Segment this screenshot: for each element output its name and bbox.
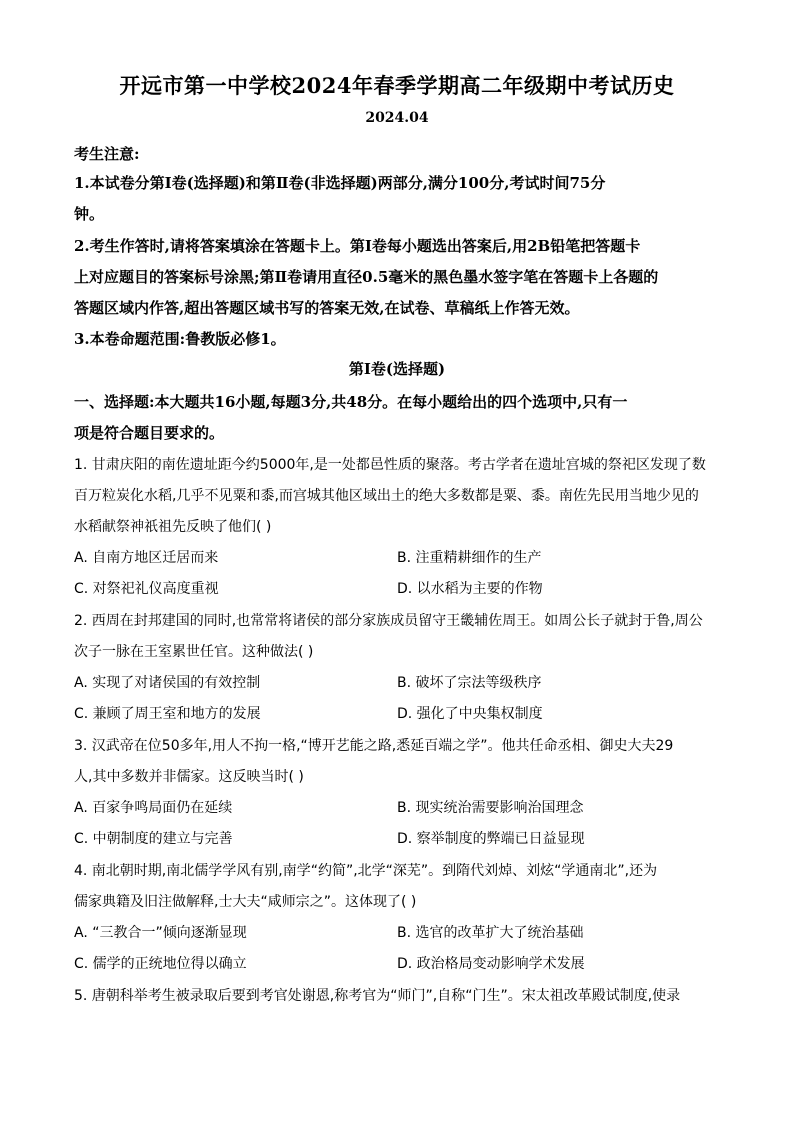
- question-4-stem: 儒家典籍及旧注做解释,士大夫“咸师宗之”。这体现了( ): [74, 894, 417, 910]
- notice-line: 2.考生作答时,请将答案填涂在答题卡上。第Ⅰ卷每小题选出答案后,用2B铅笔把答题卡: [74, 237, 641, 255]
- notice-heading: 考生注意:: [74, 145, 140, 163]
- question-3-option-c: C. 中朝制度的建立与完善: [74, 831, 233, 847]
- question-4-option-d: D. 政治格局变动影响学术发展: [397, 956, 585, 972]
- section-title: 第Ⅰ卷(选择题): [348, 360, 446, 378]
- question-1-stem: 水稻献祭神祇祖先反映了他们( ): [74, 519, 272, 535]
- question-2-stem: 2. 西周在封邦建国的同时,也常常将诸侯的部分家族成员留守王畿辅佐周王。如周公长子就封于鲁,周公: [74, 613, 703, 629]
- question-3-stem: 人,其中多数并非儒家。这反映当时( ): [74, 769, 304, 785]
- notice-line: 3.本卷命题范围:鲁教版必修1。: [74, 330, 286, 348]
- question-4-stem: 4. 南北朝时期,南北儒学学风有别,南学“约简”,北学“深芜”。到隋代刘焯、刘炫“学通南北”,还为: [74, 863, 658, 879]
- question-2-option-c: C. 兼顾了周王室和地方的发展: [74, 706, 261, 722]
- question-1-option-a: A. 自南方地区迁居而来: [74, 550, 219, 566]
- question-1-stem: 1. 甘肃庆阳的南佐遗址距今约5000年,是一处都邑性质的聚落。考古学者在遗址宫城的祭祀区发现了数: [74, 457, 706, 473]
- question-4-option-b: B. 选官的改革扩大了统治基础: [397, 925, 584, 941]
- question-1-option-d: D. 以水稻为主要的作物: [397, 581, 543, 597]
- notice-line: 上对应题目的答案标号涂黑;第Ⅱ卷请用直径0.5毫米的黑色墨水签字笔在答题卡上各题的: [74, 268, 659, 286]
- question-3-option-d: D. 察举制度的弊端已日益显现: [397, 831, 585, 847]
- section-instruction: 项是符合题目要求的。: [74, 424, 225, 442]
- page-title: 开远市第一中学校2024年春季学期高二年级期中考试历史: [119, 73, 675, 98]
- question-3-stem: 3. 汉武帝在位50多年,用人不拘一格,“博开艺能之路,悉延百端之学”。他共任命丞相、御史大夫29: [74, 738, 674, 754]
- question-1-option-b: B. 注重精耕细作的生产: [397, 550, 542, 566]
- exam-date: 2024.04: [365, 110, 429, 126]
- question-3-option-b: B. 现实统治需要影响治国理念: [397, 800, 584, 816]
- question-5-stem: 5. 唐朝科举考生被录取后要到考官处谢恩,称考官为“师门”,自称“门生”。宋太祖改革殿试制度,使录: [74, 988, 681, 1004]
- question-1-option-c: C. 对祭祀礼仪高度重视: [74, 581, 219, 597]
- notice-line: 1.本试卷分第Ⅰ卷(选择题)和第Ⅱ卷(非选择题)两部分,满分100分,考试时间75分: [74, 174, 606, 192]
- question-2-stem: 次子一脉在王室累世任官。这种做法( ): [74, 644, 314, 660]
- question-1-stem: 百万粒炭化水稻,几乎不见粟和黍,而宫城其他区域出土的绝大多数都是粟、黍。南佐先民用当地少见的: [74, 488, 699, 504]
- question-4-option-a: A. “三教合一”倾向逐渐显现: [74, 925, 247, 941]
- notice-line: 答题区域内作答,超出答题区域书写的答案无效,在试卷、草稿纸上作答无效。: [74, 299, 580, 317]
- section-instruction: 一、选择题:本大题共16小题,每题3分,共48分。在每小题给出的四个选项中,只有一: [74, 393, 628, 411]
- question-3-option-a: A. 百家争鸣局面仍在延续: [74, 800, 233, 816]
- question-2-option-a: A. 实现了对诸侯国的有效控制: [74, 675, 261, 691]
- question-2-option-d: D. 强化了中央集权制度: [397, 706, 543, 722]
- question-2-option-b: B. 破坏了宗法等级秩序: [397, 675, 542, 691]
- notice-line: 钟。: [74, 205, 105, 223]
- question-4-option-c: C. 儒学的正统地位得以确立: [74, 956, 247, 972]
